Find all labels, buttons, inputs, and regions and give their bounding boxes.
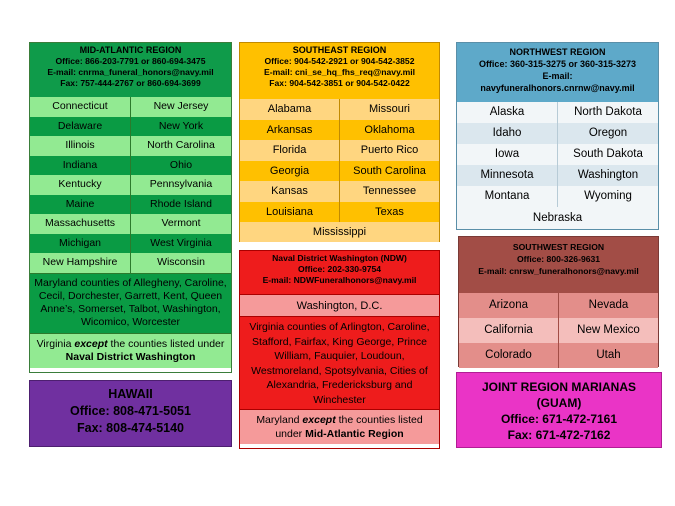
state-cell: Louisiana xyxy=(240,202,340,223)
state-cell: New York xyxy=(158,119,204,132)
state-cell: Alaska xyxy=(457,102,558,123)
ndw-region-panel xyxy=(239,250,440,449)
state-cell: California xyxy=(459,318,559,343)
maryland-except: except xyxy=(302,414,336,426)
state-cell: Oregon xyxy=(588,127,628,139)
state-cell: Kentucky xyxy=(30,175,131,195)
southwest-region-panel xyxy=(458,236,659,367)
state-cell: Minnesota xyxy=(457,165,558,186)
state-cell: Puerto Rico xyxy=(360,144,419,156)
state-row xyxy=(30,234,231,254)
state-cell: Alabama xyxy=(240,99,340,120)
state-cell: Utah xyxy=(596,349,621,361)
state-cell: Mississippi xyxy=(240,222,439,242)
state-row xyxy=(30,195,231,215)
maryland-pre: Maryland xyxy=(256,414,303,426)
ndw-office: Office: 202-330-9754 xyxy=(297,264,382,274)
state-cell: Arkansas xyxy=(240,120,340,141)
guam-title: JOINT REGION MARIANAS xyxy=(481,380,636,394)
state-row xyxy=(30,117,231,137)
state-cell: Indiana xyxy=(30,156,131,176)
state-cell: Washington, D.C. xyxy=(240,294,439,316)
state-cell: Massachusetts xyxy=(30,214,131,234)
ndw-header xyxy=(240,251,439,294)
state-cell: Nevada xyxy=(588,299,629,311)
state-row xyxy=(457,144,658,165)
state-cell: Rhode Island xyxy=(150,197,212,210)
state-row xyxy=(240,181,439,202)
state-row xyxy=(457,123,658,144)
guam-fax: Fax: 671-472-7162 xyxy=(507,428,611,442)
virginia-pre: Virginia xyxy=(36,337,75,350)
state-cell: Ohio xyxy=(169,158,193,171)
virginia-mid: the counties listed under xyxy=(107,337,225,350)
hawaii-fax: Fax: 808-474-5140 xyxy=(76,421,185,435)
ndw-title: Naval District Washington (NDW) xyxy=(272,253,407,263)
state-cell: Michigan xyxy=(30,234,131,254)
state-cell: Wyoming xyxy=(584,190,632,202)
southeast-office: Office: 904-542-2921 or 904-542-3852 xyxy=(264,56,415,66)
virginia-counties-note: Virginia counties of Arlington, Caroline, Stafford, Fairfax, King George, Prince William, Fauquier, Loudoun, Westmoreland, Spotsylvania, Cities of Alexandria, Fredericksburg and Winchester xyxy=(240,316,439,409)
guam-subtitle: (GUAM) xyxy=(536,396,582,410)
maryland-exception-note xyxy=(240,409,439,444)
southeast-header xyxy=(240,43,439,99)
state-cell: Iowa xyxy=(457,144,558,165)
state-row xyxy=(459,293,658,318)
hawaii-header xyxy=(30,381,231,437)
state-row xyxy=(30,175,231,195)
state-cell: Nebraska xyxy=(457,207,658,229)
maryland-counties-note: Maryland counties of Allegheny, Caroline, Cecil, Dorchester, Garrett, Kent, Queen Anne’s, Somerset, Talbot, Washington, Wicomico, Worcester xyxy=(30,273,231,333)
state-row xyxy=(240,161,439,182)
state-cell: New Hampshire xyxy=(30,253,131,273)
northwest-office: Office: 360-315-3275 or 360-315-3273 xyxy=(478,59,637,69)
southeast-email[interactable]: E-mail: cni_se_hq_fhs_req@navy.mil xyxy=(263,67,416,77)
mid-atlantic-region-panel xyxy=(29,42,232,373)
state-row xyxy=(240,202,439,223)
guam-office: Office: 671-472-7161 xyxy=(500,412,618,426)
mid-atlantic-office: Office: 866-203-7791 or 860-694-3475 xyxy=(55,56,206,66)
state-cell: Arizona xyxy=(459,293,559,318)
maryland-region-ref: Mid-Atlantic Region xyxy=(305,428,404,440)
state-cell: Kansas xyxy=(240,181,340,202)
mid-atlantic-title: MID-ATLANTIC REGION xyxy=(79,45,182,55)
state-row xyxy=(240,120,439,141)
state-cell: Delaware xyxy=(30,117,131,137)
virginia-exception-note xyxy=(30,333,231,368)
state-row xyxy=(457,102,658,123)
guam-region-panel xyxy=(456,372,662,448)
state-row xyxy=(30,97,231,117)
northwest-title: NORTHWEST REGION xyxy=(509,47,606,57)
southwest-office: Office: 800-326-9631 xyxy=(516,254,601,264)
state-cell: Florida xyxy=(240,140,340,161)
southeast-title: SOUTHEAST REGION xyxy=(292,45,387,55)
state-row xyxy=(240,99,439,120)
guam-header xyxy=(457,373,661,443)
state-cell: Maine xyxy=(30,195,131,215)
ndw-email[interactable]: E-mail: NDWFuneralhonors@navy.mil xyxy=(262,275,417,285)
state-cell: South Carolina xyxy=(353,164,426,177)
state-cell: North Dakota xyxy=(574,106,642,118)
mid-atlantic-email[interactable]: E-mail: cnrma_funeral_honors@navy.mil xyxy=(47,67,214,77)
state-cell: Pennsylvania xyxy=(149,178,213,190)
state-cell: Connecticut xyxy=(30,97,131,117)
state-row xyxy=(30,214,231,234)
southeast-region-panel xyxy=(239,42,440,242)
state-cell: Colorado xyxy=(459,343,559,368)
virginia-region-ref: Naval District Washington xyxy=(65,350,196,363)
state-cell: Wisconsin xyxy=(157,256,205,268)
hawaii-title: HAWAII xyxy=(108,387,153,401)
northwest-email-label: E-mail: xyxy=(542,71,573,81)
state-cell: Idaho xyxy=(457,123,558,144)
state-cell: Montana xyxy=(457,186,558,207)
southwest-title: SOUTHWEST REGION xyxy=(512,242,605,252)
northwest-email[interactable]: navyfuneralhonors.cnrnw@navy.mil xyxy=(480,83,635,93)
state-cell: Georgia xyxy=(240,161,340,182)
northwest-header xyxy=(457,43,658,102)
state-row xyxy=(459,343,658,368)
northwest-region-panel xyxy=(456,42,659,230)
state-cell: Missouri xyxy=(369,103,410,115)
state-row xyxy=(240,140,439,161)
mid-atlantic-fax: Fax: 757-444-2767 or 860-694-3699 xyxy=(60,78,201,88)
southeast-fax: Fax: 904-542-3851 or 904-542-0422 xyxy=(269,78,410,88)
maryland-mid: the counties listed under xyxy=(275,414,423,440)
state-cell: Washington xyxy=(577,169,639,181)
hawaii-region-panel xyxy=(29,380,232,447)
state-row xyxy=(30,253,231,273)
state-cell: North Carolina xyxy=(147,139,215,151)
state-cell: Illinois xyxy=(30,136,131,156)
state-cell: West Virginia xyxy=(150,236,212,249)
southwest-header xyxy=(459,237,658,293)
state-cell: New Jersey xyxy=(153,100,209,112)
southwest-email[interactable]: E-mail: cnrsw_funeralhonors@navy.mil xyxy=(478,266,639,276)
state-cell: New Mexico xyxy=(577,324,640,336)
state-cell: South Dakota xyxy=(573,148,643,160)
state-cell: Vermont xyxy=(161,217,201,229)
virginia-except: except xyxy=(74,337,108,350)
state-cell: Oklahoma xyxy=(364,123,415,136)
state-cell: Texas xyxy=(375,205,404,218)
state-row xyxy=(457,186,658,207)
hawaii-office: Office: 808-471-5051 xyxy=(70,404,191,418)
state-row xyxy=(459,318,658,343)
state-cell: Tennessee xyxy=(362,185,417,197)
state-row xyxy=(457,165,658,186)
state-row xyxy=(30,136,231,156)
state-row xyxy=(30,156,231,176)
mid-atlantic-header xyxy=(30,43,231,97)
